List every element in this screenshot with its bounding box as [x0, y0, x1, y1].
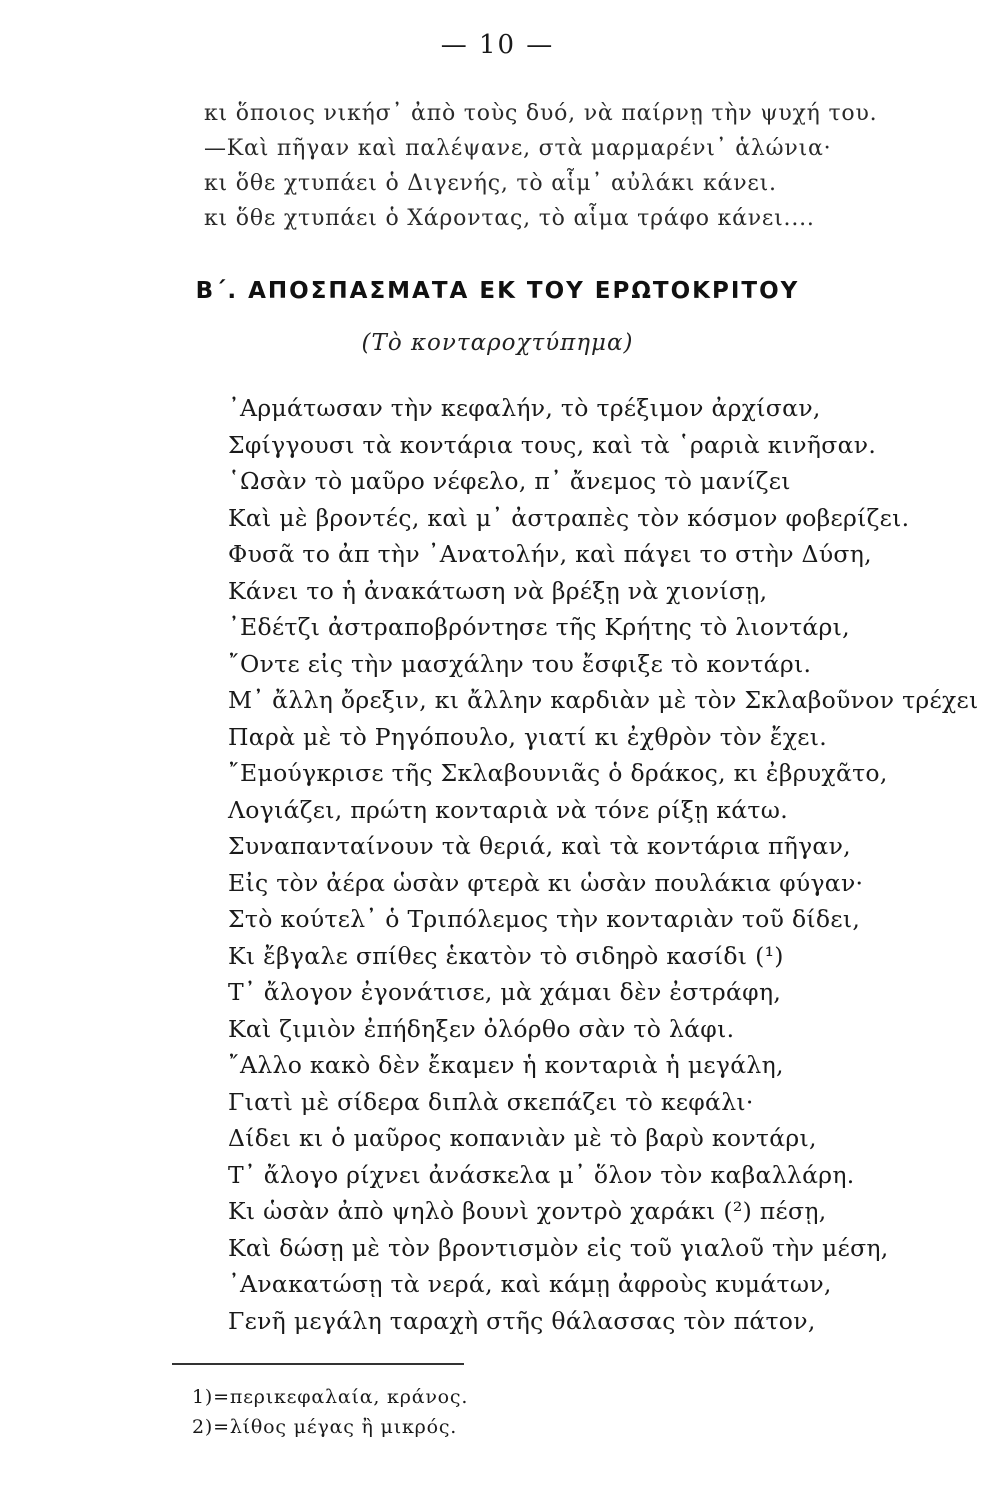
footnote-divider	[172, 1363, 464, 1365]
poem-line: ῎Εμούγκρισε τῆς Σκλαβουνιᾶς ὁ δράκος, κι ἐβρυχᾶτο,	[228, 759, 888, 787]
poem-line: Τ᾽ ἄλογο ρίχνει ἀνάσκελα μ᾽ ὅλον τὸν καβαλλάρη.	[228, 1160, 855, 1189]
poem-line: Εἰς τὸν ἀέρα ὡσὰν φτερὰ κι ὡσὰν πουλάκια φύγαν·	[228, 868, 864, 897]
intro-line: —Καὶ πῆγαν καὶ παλέψανε, στὰ μαρμαρένι᾽ ἁλώνια·	[204, 136, 832, 161]
poem-line: Λογιάζει, πρώτη κονταριὰ νὰ τόνε ρίξῃ κάτω.	[228, 795, 788, 824]
poem-line: Τ᾽ ἄλογον ἐγονάτισε, μὰ χάμαι δὲν ἐστράφη,	[228, 978, 782, 1006]
poem-line: Κάνει το ἡ ἀνακάτωση νὰ βρέξῃ νὰ χιονίσῃ,	[228, 576, 768, 605]
section-heading: Β΄. ΑΠΟΣΠΑΣΜΑΤΑ ΕΚ ΤΟΥ ΕΡΩΤΟΚΡΙΤΟΥ	[195, 278, 800, 304]
poem-line: Καὶ μὲ βροντές, καὶ μ᾽ ἀστραπὲς τὸν κόσμον φοβερίζει.	[228, 503, 910, 532]
poem-line: Κι ἔβγαλε σπίθες ἑκατὸν τὸ σιδηρὸ κασίδι (¹)	[228, 941, 784, 970]
poem-line: Καὶ δώσῃ μὲ τὸν βροντισμὸν εἰς τοῦ γιαλοῦ τὴν μέση,	[228, 1233, 889, 1262]
poem-line: ᾿Εδέτζι ἀστραποβρόντησε τῆς Κρήτης τὸ λιοντάρι,	[228, 613, 850, 641]
poem-line: Γενῆ μεγάλη ταραχὴ στῆς θάλασσας τὸν πάτον,	[228, 1306, 816, 1335]
poem-line: ῎Οντε εἰς τὴν μασχάλην του ἔσφιξε τὸ κοντάρι.	[228, 649, 812, 678]
poem-line: Κι ὡσὰν ἀπὸ ψηλὸ βουνὶ χοντρὸ χαράκι (²) πέσῃ,	[228, 1197, 827, 1225]
intro-line: κι ὅθε χτυπάει ὁ Χάροντας, τὸ αἷμα τράφο κάνει....	[204, 206, 815, 231]
poem-excerpt	[228, 390, 979, 1339]
footnote-1: 1)=περικεφαλαία, κράνος.	[192, 1386, 469, 1408]
poem-line: Φυσᾶ το ἀπ τὴν ᾿Ανατολήν, καὶ πάγει το στὴν Δύση,	[228, 540, 872, 568]
poem-line: Καὶ ζιμιὸν ἐπήδηξεν ὀλόρθο σὰν τὸ λάφι.	[228, 1014, 735, 1043]
page-number: — 10 —	[440, 30, 555, 60]
poem-line: ᾿Ανακατώσῃ τὰ νερά, καὶ κάμῃ ἀφροὺς κυμάτων,	[228, 1270, 832, 1298]
poem-line: Μ᾽ ἄλλη ὄρεξιν, κι ἄλλην καρδιὰν μὲ τὸν Σκλαβοῦνον τρέχει	[228, 686, 979, 714]
poem-line: Παρὰ μὲ τὸ Ρηγόπουλο, γιατί κι ἐχθρὸν τὸν ἔχει.	[228, 722, 828, 751]
footnote-2: 2)=λίθος μέγας ἢ μικρός.	[192, 1416, 458, 1438]
poem-line: Στὸ κούτελ᾽ ὁ Τριπόλεμος τὴν κονταριὰν τοῦ δίδει,	[228, 905, 861, 933]
poem-line: ῎Αλλο κακὸ δὲν ἔκαμεν ἡ κονταριὰ ἡ μεγάλη,	[228, 1051, 784, 1079]
poem-line: Συναπανταίνουν τὰ θεριά, καὶ τὰ κοντάρια πῆγαν,	[228, 832, 851, 860]
footnotes	[192, 1382, 692, 1442]
poem-line: ῾Ωσὰν τὸ μαῦρο νέφελο, π᾽ ἄνεμος τὸ μανίζει	[228, 467, 791, 495]
intro-line: κι ὅποιος νικήσ᾽ ἀπὸ τοὺς δυό, νὰ παίρνῃ τὴν ψυχή του.	[204, 101, 878, 126]
poem-line: Γιατὶ μὲ σίδερα διπλὰ σκεπάζει τὸ κεφάλι·	[228, 1087, 754, 1116]
section-subheading: (Τὸ κονταροχτύπημα)	[361, 330, 634, 356]
intro-line: κι ὅθε χτυπάει ὁ Διγενής, τὸ αἷμ᾽ αὐλάκι κάνει.	[204, 171, 777, 196]
intro-verse-block	[204, 96, 964, 236]
poem-line: Δίδει κι ὁ μαῦρος κοπανιὰν μὲ τὸ βαρὺ κοντάρι,	[228, 1124, 817, 1152]
poem-line: ᾿Αρμάτωσαν τὴν κεφαλήν, τὸ τρέξιμον ἀρχίσαν,	[228, 394, 821, 422]
poem-line: Σφίγγουσι τὰ κοντάρια τους, καὶ τὰ ῾ραριὰ κινῆσαν.	[228, 430, 877, 459]
